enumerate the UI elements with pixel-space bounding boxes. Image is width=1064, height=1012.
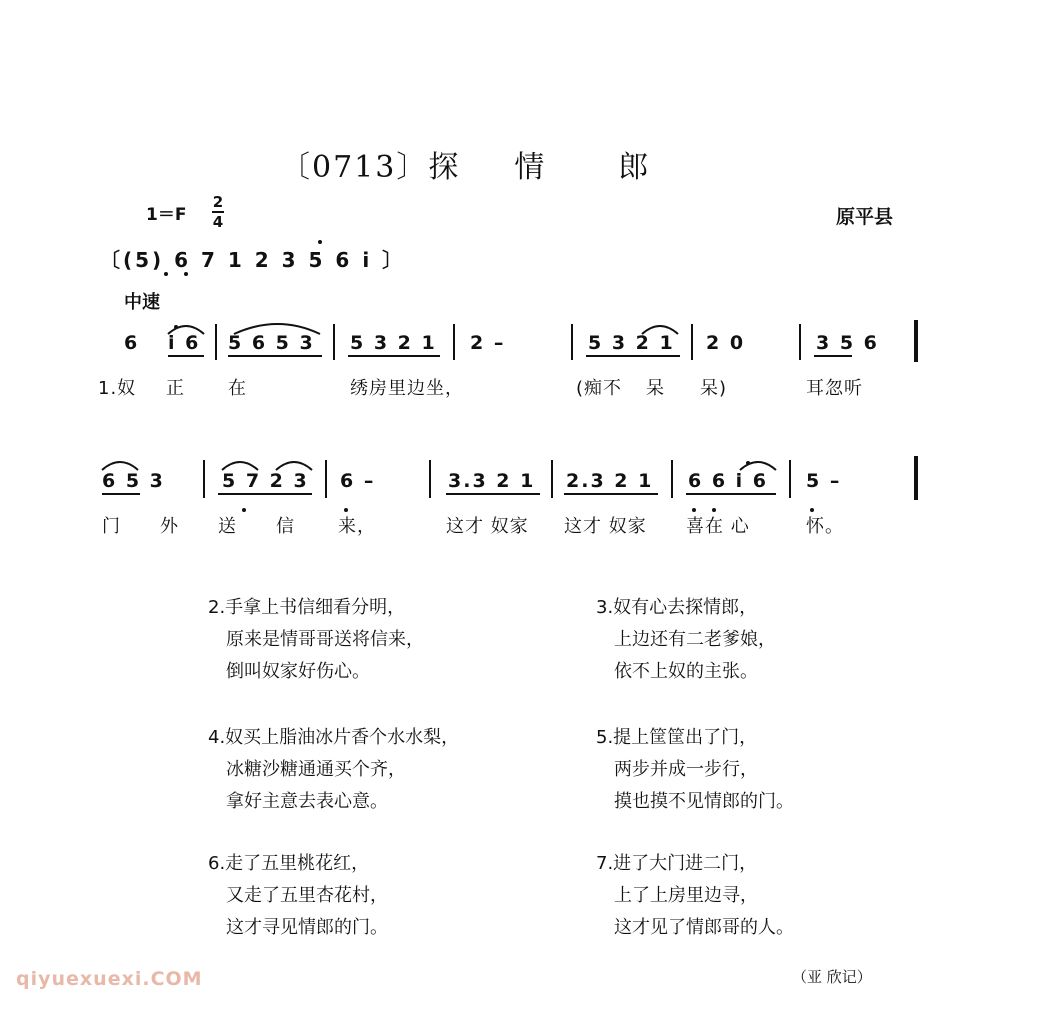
note-group: 6 5 3 [102, 470, 165, 492]
verse-line: 上边还有二老爹娘， [614, 629, 776, 650]
note-group: 2 – [470, 332, 506, 354]
verse-2 [208, 592, 424, 688]
title-char-1: 探 [428, 150, 461, 185]
note-group: i 6 [168, 332, 201, 354]
lyric: 在 [228, 378, 247, 399]
note-group: 2 0 [706, 332, 746, 354]
lyric: 耳忽听 [806, 378, 863, 399]
lyric: 绣房里边坐， [350, 378, 464, 399]
key-signature: 1＝F [146, 205, 187, 225]
lyric: 1.奴 [98, 378, 137, 399]
note-group: 5 6 5 3 [228, 332, 315, 354]
verse-7 [596, 848, 794, 944]
note-group: 5 3 2 1 [350, 332, 437, 354]
verse-6 [208, 848, 388, 944]
verse-line: 倒叫奴家好伤心。 [226, 661, 370, 682]
lyric: 外 [160, 516, 179, 537]
tempo-marking: 中速 [124, 292, 160, 313]
lyric: 这才 奴家 [446, 516, 529, 537]
origin-county: 原平县 [836, 206, 894, 228]
lyric: 呆 [646, 378, 665, 399]
lyric: 门 [102, 516, 121, 537]
verse-line: 3.奴有心去探情郎， [596, 597, 758, 618]
lyric: 喜在 心 [686, 516, 750, 537]
verse-line: 2.手拿上书信细看分明， [208, 597, 406, 618]
title-char-3: 郎 [618, 150, 651, 185]
verse-4 [208, 722, 459, 818]
lyric: 信 [276, 516, 295, 537]
title-number: 〔0713〕 [280, 150, 429, 185]
note-group: 6 6 i 6 [688, 470, 769, 492]
note-group: 3 5 6 [816, 332, 879, 354]
verse-line: 这才见了情郎哥的人。 [614, 917, 794, 938]
note-group: 5 7 2 3 [222, 470, 309, 492]
note-group: 6 [124, 332, 140, 354]
time-signature-top: 2 [212, 193, 224, 211]
lyric: 这才 奴家 [564, 516, 647, 537]
watermark: qiyuexuexi.COM [16, 968, 203, 990]
title-char-2: 情 [514, 150, 547, 185]
lyric: 怀。 [806, 516, 844, 537]
verse-line: 6.走了五里桃花红， [208, 853, 370, 874]
note-group: 2.3 2 1 [566, 470, 654, 492]
lyric: 呆) [700, 378, 728, 399]
verse-line: 原来是情哥哥送将信来， [226, 629, 424, 650]
verse-line: 依不上奴的主张。 [614, 661, 758, 682]
time-signature-bottom: 4 [212, 213, 224, 231]
lyric: 来， [338, 516, 376, 537]
verse-line: 5.提上筐筐出了门， [596, 727, 758, 748]
verse-3 [596, 592, 776, 688]
lyric: (痴不 [576, 378, 623, 399]
verse-5 [596, 722, 794, 818]
verse-line: 上了上房里边寻， [614, 885, 758, 906]
verse-line: 拿好主意去表心意。 [226, 791, 388, 812]
verse-line: 4.奴买上脂油冰片香个水水梨， [208, 727, 460, 748]
verse-line: 冰糖沙糖通通买个齐， [226, 759, 406, 780]
verse-line: 这才寻见情郎的门。 [226, 917, 388, 938]
intro-phrase: 〔(5) 6 7 1 2 3 5 6 i 〕 [100, 248, 406, 272]
transcriber-credit: （亚 欣记） [792, 968, 872, 986]
note-group: 3.3 2 1 [448, 470, 536, 492]
note-group: 5 – [806, 470, 842, 492]
note-group: 5 3 2 1 [588, 332, 675, 354]
note-group: 6 – [340, 470, 376, 492]
verse-line: 两步并成一步行， [614, 759, 758, 780]
verse-line: 7.进了大门进二门， [596, 853, 758, 874]
verse-line: 又走了五里杏花村， [226, 885, 388, 906]
lyric: 送 [218, 516, 237, 537]
lyric: 正 [166, 378, 185, 399]
verse-line: 摸也摸不见情郎的门。 [614, 791, 794, 812]
